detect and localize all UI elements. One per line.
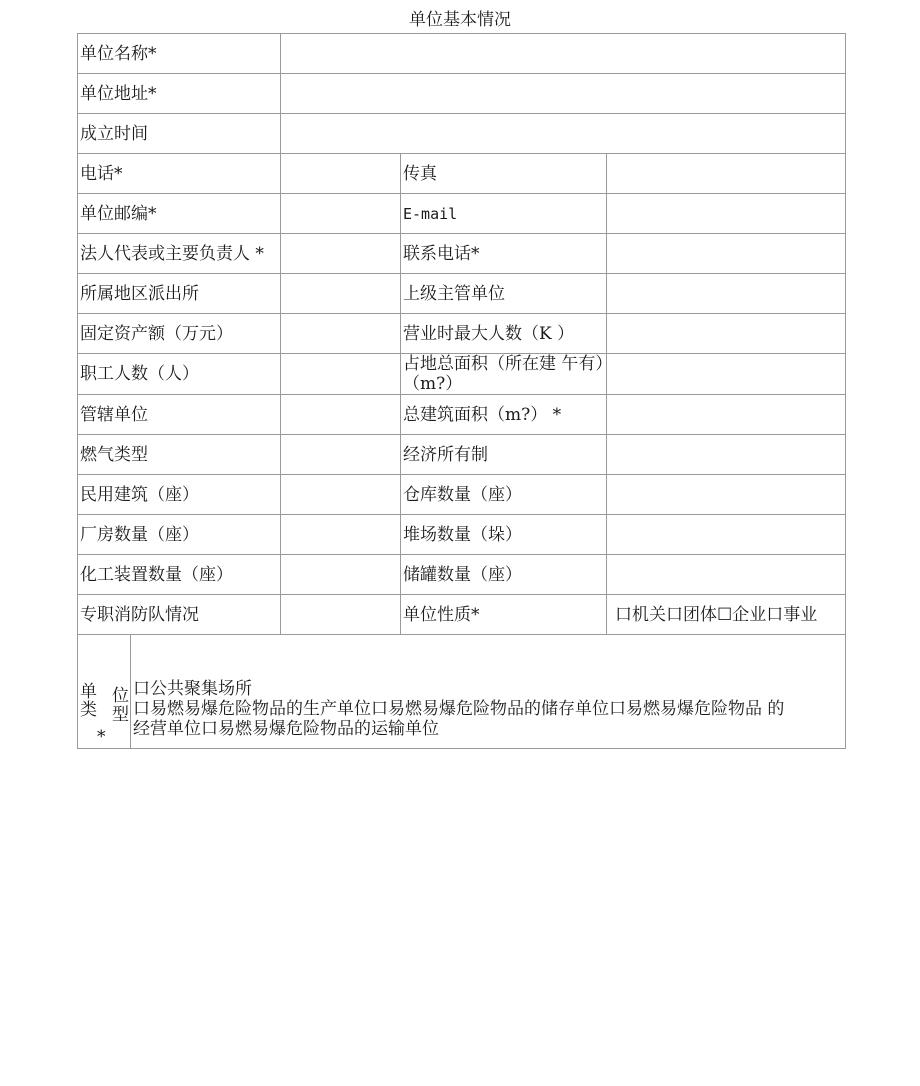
- row-unit-name: [78, 34, 846, 74]
- ownership-field[interactable]: [607, 435, 846, 475]
- building-area-label: 总建筑面积（m?） *: [401, 395, 607, 435]
- postcode-label: 单位邮编*: [78, 194, 281, 234]
- unit-type-char-4: 型: [112, 704, 129, 725]
- row-unit-address: [78, 74, 846, 114]
- police-station-label: 所属地区派出所: [78, 274, 281, 314]
- unit-type-line-3[interactable]: 经营单位口易燃易爆危险物品的运输单位: [133, 718, 439, 739]
- fire-brigade-field[interactable]: [281, 595, 401, 635]
- row-phone: [78, 154, 846, 194]
- row-fire-brigade: [78, 595, 846, 635]
- row-legal-rep: [78, 234, 846, 274]
- staff-field[interactable]: [281, 354, 401, 395]
- founded-label: 成立时间: [78, 114, 281, 154]
- phone-field[interactable]: [281, 154, 401, 194]
- unit-info-form: [77, 33, 846, 749]
- row-postcode: [78, 194, 846, 234]
- factories-label: 厂房数量（座）: [78, 515, 281, 555]
- warehouses-label: 仓库数量（座）: [401, 475, 607, 515]
- unit-address-label: 单位地址*: [78, 74, 281, 114]
- land-area-field[interactable]: [607, 354, 846, 395]
- legal-rep-label: 法人代表或主要负责人 *: [78, 234, 281, 274]
- gas-type-label: 燃气类型: [78, 435, 281, 475]
- fax-field[interactable]: [607, 154, 846, 194]
- row-unit-type: [78, 635, 846, 749]
- ownership-label: 经济所有制: [401, 435, 607, 475]
- supervisor-label: 上级主管单位: [401, 274, 607, 314]
- email-field[interactable]: [607, 194, 846, 234]
- row-fixed-assets: [78, 314, 846, 354]
- row-chem-units: [78, 555, 846, 595]
- stack-yards-label: 堆场数量（垛）: [401, 515, 607, 555]
- building-area-field[interactable]: [607, 395, 846, 435]
- row-civil-buildings: [78, 475, 846, 515]
- jurisdiction-field[interactable]: [281, 395, 401, 435]
- row-factories: [78, 515, 846, 555]
- civil-buildings-label: 民用建筑（座）: [78, 475, 281, 515]
- staff-label: 职工人数（人）: [78, 354, 281, 395]
- email-label: E-mail: [401, 194, 607, 234]
- page-title: 单位基本情况: [409, 10, 511, 30]
- factories-field[interactable]: [281, 515, 401, 555]
- unit-name-label: 单位名称*: [78, 34, 281, 74]
- unit-type-line-1[interactable]: 口公共聚集场所: [133, 678, 252, 699]
- unit-type-line-2[interactable]: 口易燃易爆危险物品的生产单位口易燃易爆危险物品的储存单位口易燃易爆危险物品 的: [133, 698, 785, 719]
- chem-units-field[interactable]: [281, 555, 401, 595]
- land-area-label: 占地总面积（所在建 午有）（m?）: [401, 354, 607, 395]
- max-occupancy-field[interactable]: [607, 314, 846, 354]
- unit-type-options[interactable]: [131, 635, 846, 749]
- fax-label: 传真: [401, 154, 607, 194]
- row-founded: [78, 114, 846, 154]
- fixed-assets-label: 固定资产额（万元）: [78, 314, 281, 354]
- unit-type-char-2: 位: [112, 685, 129, 706]
- unit-type-char-3: 类: [80, 699, 97, 720]
- contact-phone-field[interactable]: [607, 234, 846, 274]
- phone-label: 电话*: [78, 154, 281, 194]
- gas-type-field[interactable]: [281, 435, 401, 475]
- postcode-field[interactable]: [281, 194, 401, 234]
- unit-type-asterisk: *: [97, 726, 106, 747]
- legal-rep-field[interactable]: [281, 234, 401, 274]
- jurisdiction-label: 管辖单位: [78, 395, 281, 435]
- row-staff: [78, 354, 846, 395]
- unit-nature-label: 单位性质*: [401, 595, 607, 635]
- unit-nature-options[interactable]: 口机关口团体☐企业口事业: [607, 595, 846, 635]
- stack-yards-field[interactable]: [607, 515, 846, 555]
- founded-field[interactable]: [281, 114, 846, 154]
- row-police-station: [78, 274, 846, 314]
- fire-brigade-label: 专职消防队情况: [78, 595, 281, 635]
- unit-type-char-1: 单: [80, 681, 97, 702]
- row-jurisdiction: [78, 395, 846, 435]
- row-gas-type: [78, 435, 846, 475]
- tanks-field[interactable]: [607, 555, 846, 595]
- unit-address-field[interactable]: [281, 74, 846, 114]
- max-occupancy-label: 营业时最大人数（K ）: [401, 314, 607, 354]
- contact-phone-label: 联系电话*: [401, 234, 607, 274]
- supervisor-field[interactable]: [607, 274, 846, 314]
- chem-units-label: 化工装置数量（座）: [78, 555, 281, 595]
- unit-name-field[interactable]: [281, 34, 846, 74]
- tanks-label: 储罐数量（座）: [401, 555, 607, 595]
- unit-type-label: [78, 635, 131, 749]
- warehouses-field[interactable]: [607, 475, 846, 515]
- fixed-assets-field[interactable]: [281, 314, 401, 354]
- civil-buildings-field[interactable]: [281, 475, 401, 515]
- police-station-field[interactable]: [281, 274, 401, 314]
